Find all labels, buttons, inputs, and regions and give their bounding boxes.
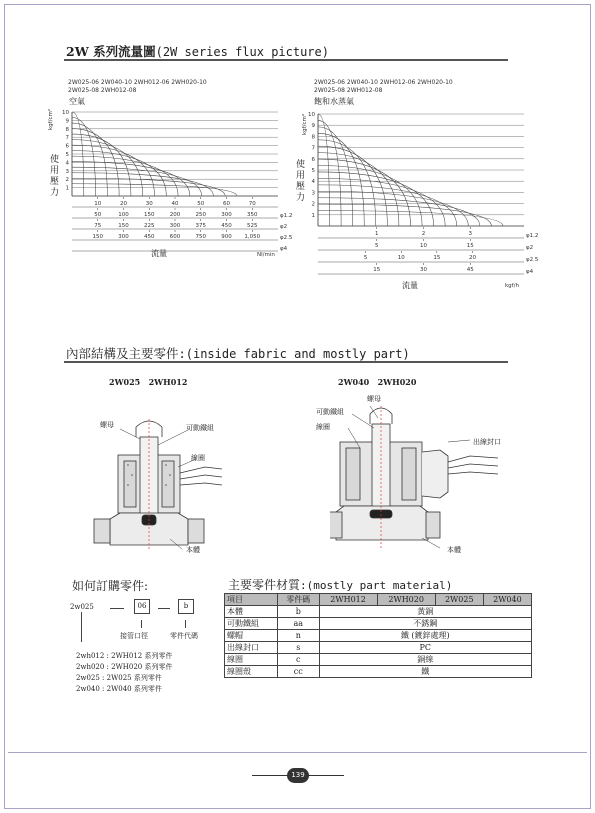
order-bracket xyxy=(81,612,82,642)
materials-item: 本體 xyxy=(225,606,278,618)
air-medium-label: 空氣 xyxy=(69,97,85,106)
scale-tick-label: 10 xyxy=(420,243,427,249)
air-x-label: 流量 xyxy=(151,249,167,258)
materials-header-cell: 2WH020 xyxy=(377,594,435,606)
y-tick-label: 7 xyxy=(65,135,69,142)
materials-item: 可動鐵組 xyxy=(225,618,278,630)
y-tick-label: 4 xyxy=(311,179,315,186)
order-title: 如何訂購零件: xyxy=(72,579,149,593)
scale-tick-label: 50 xyxy=(94,212,102,218)
air-chart-svg xyxy=(62,108,292,258)
flow-section-title: 2W 系列流量圖(2W series flux picture) xyxy=(66,44,329,59)
materials-code: n xyxy=(278,630,320,642)
y-tick-label: 1 xyxy=(65,185,69,192)
y-tick-label: 8 xyxy=(311,134,315,141)
scale-tick-label: 3 xyxy=(468,231,472,237)
scale-tick-label: 150 xyxy=(144,212,155,218)
scale-tick-label: 225 xyxy=(144,223,155,229)
scale-tick-label: 30 xyxy=(420,267,427,273)
right-valve-drawing xyxy=(330,400,500,565)
order-dash-1 xyxy=(110,608,124,609)
flow-curve xyxy=(318,127,353,226)
scale-tick-label: 525 xyxy=(247,223,258,229)
materials-item: 線圈殼 xyxy=(225,666,278,678)
scale-tick-label: 450 xyxy=(144,234,155,240)
order-code-box-1: 06 xyxy=(134,599,150,614)
materials-material: 鐵 xyxy=(319,666,531,678)
scale-tick-label: 100 xyxy=(118,212,129,218)
scale-tick-label: 70 xyxy=(248,201,256,207)
flow-curve xyxy=(72,134,131,196)
order-line: 2wh020 : 2WH020 系列零件 xyxy=(76,663,173,671)
materials-row xyxy=(225,666,532,678)
right-label-nut: 螺母 xyxy=(367,395,381,403)
order-base-code: 2w025 xyxy=(70,603,94,611)
scale-tick-label: 15 xyxy=(466,243,474,249)
scale-tick-label: 1,050 xyxy=(244,234,261,240)
y-tick-label: 3 xyxy=(65,168,69,175)
air-chart xyxy=(62,108,292,258)
air-models-line2: 2W025-08 2WH012-08 xyxy=(68,87,137,94)
right-label-core: 可動鐵組 xyxy=(316,408,344,416)
materials-row xyxy=(225,606,532,618)
materials-material: 銅線 xyxy=(319,654,531,666)
scale-tick-label: 15 xyxy=(373,267,381,273)
y-tick-label: 9 xyxy=(311,123,315,130)
materials-header-cell: 零件碼 xyxy=(278,594,320,606)
materials-item: 線圈 xyxy=(225,654,278,666)
scale-tick-label: 250 xyxy=(195,212,206,218)
materials-table xyxy=(224,593,532,678)
materials-item: 螺帽 xyxy=(225,630,278,642)
scale-tick-label: 40 xyxy=(171,201,179,207)
right-label-body: 本體 xyxy=(447,546,461,554)
scale-tick-label: 75 xyxy=(94,223,102,229)
materials-item: 出線封口 xyxy=(225,642,278,654)
scale-tick-label: 1 xyxy=(375,231,379,237)
flow-curve xyxy=(72,178,225,196)
steam-models-line2: 2W025-08 2WH012-08 xyxy=(314,87,383,94)
materials-row xyxy=(225,630,532,642)
air-y-unit: kgf/cm² xyxy=(48,108,54,130)
scale-tick-label: 200 xyxy=(169,212,181,218)
scale-tick-label: 350 xyxy=(247,212,258,218)
materials-row xyxy=(225,618,532,630)
left-label-core: 可動鐵組 xyxy=(186,424,214,432)
scale-tick-label: 15 xyxy=(433,255,441,261)
page-number: 139 xyxy=(287,768,309,783)
order-dash-2 xyxy=(158,608,170,609)
scale-tick-label: 30 xyxy=(145,201,153,207)
y-tick-label: 2 xyxy=(311,201,315,208)
scale-row-marker: φ4 xyxy=(526,269,534,275)
scale-tick-label: 300 xyxy=(221,212,232,218)
scale-tick-label: 600 xyxy=(169,234,181,240)
scale-tick-label: 300 xyxy=(169,223,181,229)
footer-line-right xyxy=(308,775,344,776)
y-tick-label: 4 xyxy=(65,160,69,167)
order-tick-1 xyxy=(141,620,142,628)
materials-header-cell: 2W025 xyxy=(435,594,483,606)
materials-row xyxy=(225,654,532,666)
internal-section-rule xyxy=(64,361,508,363)
air-x-unit: Nl/min xyxy=(257,252,275,258)
scale-row-marker: φ1.2 xyxy=(526,233,538,239)
scale-tick-label: 5 xyxy=(363,255,368,261)
flow-curve xyxy=(72,156,178,196)
y-tick-label: 8 xyxy=(65,126,69,133)
scale-tick-label: 2 xyxy=(421,231,426,237)
order-tick-2 xyxy=(185,620,186,628)
internal-section-title: 內部結構及主要零件:(inside fabric and mostly part) xyxy=(66,346,410,361)
left-label-nut: 螺母 xyxy=(100,421,114,429)
steam-x-unit: kgf/h xyxy=(505,283,519,289)
materials-header-cell: 2WH012 xyxy=(319,594,377,606)
y-tick-label: 10 xyxy=(308,112,315,118)
scale-row-marker: φ4 xyxy=(280,246,288,252)
scale-tick-label: 300 xyxy=(118,234,129,240)
left-label-body: 本體 xyxy=(186,546,200,554)
y-tick-label: 6 xyxy=(311,156,315,163)
y-tick-label: 2 xyxy=(65,177,69,184)
materials-code: b xyxy=(278,606,320,618)
scale-row-marker: φ1.2 xyxy=(280,213,292,219)
steam-models-line1: 2W025-06 2W040-10 2WH012-06 2WH020-10 xyxy=(314,79,453,86)
left-model-label: 2W025 2WH012 xyxy=(109,377,188,387)
materials-material: 不銹鋼 xyxy=(319,618,531,630)
scale-tick-label: 900 xyxy=(221,234,232,240)
scale-tick-label: 10 xyxy=(397,255,405,261)
y-tick-label: 9 xyxy=(65,118,69,125)
y-tick-label: 3 xyxy=(311,190,315,197)
y-tick-label: 5 xyxy=(311,168,315,174)
left-label-coil: 線圈 xyxy=(191,454,205,462)
steam-y-label: 使用壓力 xyxy=(296,160,306,203)
left-valve-drawing xyxy=(90,415,250,560)
scale-tick-label: 50 xyxy=(197,201,205,207)
footer-rule xyxy=(8,752,587,753)
order-line: 2w025 : 2W025 系列零件 xyxy=(76,674,162,682)
flow-section-rule xyxy=(64,59,508,61)
scale-row-marker: φ2 xyxy=(280,224,288,230)
order-caption-size: 接管口徑 xyxy=(120,632,148,640)
materials-header-cell: 項目 xyxy=(225,594,278,606)
order-line: 2w040 : 2W040 系列零件 xyxy=(76,685,162,693)
materials-row xyxy=(225,642,532,654)
scale-tick-label: 150 xyxy=(92,234,103,240)
steam-chart-svg xyxy=(308,108,538,283)
scale-row-marker: φ2 xyxy=(526,245,534,251)
right-model-label: 2W040 2WH020 xyxy=(338,377,417,387)
scale-tick-label: 5 xyxy=(375,243,379,249)
y-tick-label: 10 xyxy=(62,110,69,116)
flow-curve xyxy=(72,167,202,196)
scale-tick-label: 750 xyxy=(195,234,206,240)
scale-tick-label: 150 xyxy=(118,223,129,229)
steam-medium-label: 飽和水蒸氣 xyxy=(314,97,354,106)
y-tick-label: 7 xyxy=(311,145,315,152)
scale-tick-label: 20 xyxy=(468,255,476,261)
order-caption-part: 零件代碼 xyxy=(170,632,198,640)
steam-x-label: 流量 xyxy=(402,281,418,290)
steam-y-unit: kgf/cm² xyxy=(302,113,308,135)
scale-tick-label: 450 xyxy=(221,223,232,229)
y-tick-label: 1 xyxy=(311,212,315,219)
footer-line-left xyxy=(252,775,288,776)
scale-row-marker: φ2.5 xyxy=(526,257,538,263)
scale-tick-label: 10 xyxy=(94,201,102,207)
materials-code: aa xyxy=(278,618,320,630)
air-models-line1: 2W025-06 2W040-10 2WH012-06 2WH020-10 xyxy=(68,79,207,86)
y-tick-label: 6 xyxy=(65,143,69,150)
air-y-label: 使用壓力 xyxy=(50,155,60,198)
order-code-box-2: b xyxy=(178,599,194,614)
materials-code: c xyxy=(278,654,320,666)
materials-header-row xyxy=(225,594,532,606)
scale-tick-label: 45 xyxy=(466,267,474,273)
scale-row-marker: φ2.5 xyxy=(280,235,292,241)
steam-chart xyxy=(308,108,538,283)
scale-tick-label: 375 xyxy=(195,223,206,229)
materials-material: 鐵 (鍍鋅處理) xyxy=(319,630,531,642)
scale-tick-label: 60 xyxy=(223,201,230,207)
order-line: 2wh012 : 2WH012 系列零件 xyxy=(76,652,173,660)
materials-material: 黃銅 xyxy=(319,606,531,618)
materials-code: s xyxy=(278,642,320,654)
materials-header-cell: 2W040 xyxy=(483,594,531,606)
scale-tick-label: 20 xyxy=(120,201,127,207)
materials-code: cc xyxy=(278,666,320,678)
materials-title: 主要零件材質:(mostly part material) xyxy=(228,578,453,592)
right-label-outlet: 出線封口 xyxy=(473,438,501,446)
y-tick-label: 5 xyxy=(65,152,69,158)
right-label-coil: 線圈 xyxy=(316,423,330,431)
materials-material: PC xyxy=(319,642,531,654)
